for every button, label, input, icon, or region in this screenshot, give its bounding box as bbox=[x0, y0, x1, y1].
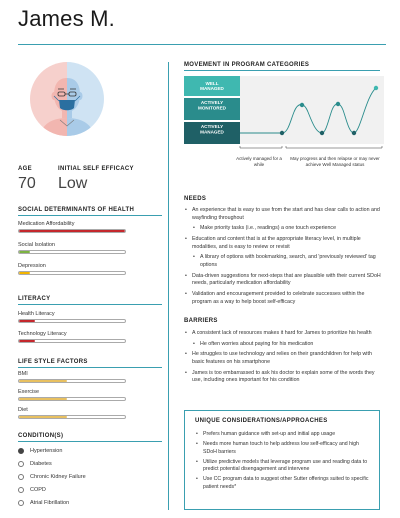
movement-divider bbox=[184, 70, 380, 71]
barrier-item: • He struggles to use technology and relies on their grandchildren for help with basic features on his smartphone bbox=[184, 351, 384, 366]
bar-fill bbox=[19, 251, 30, 253]
chart-plot-area bbox=[240, 76, 384, 144]
needs-item: • Data-driven suggestions for next-steps that are plausible with their current SDoH needs, particularly medication affordability bbox=[184, 273, 384, 288]
self-efficacy-value: Low bbox=[58, 175, 88, 192]
condition-dot-icon bbox=[18, 474, 24, 480]
avatar bbox=[30, 62, 104, 136]
bar-fill bbox=[19, 272, 30, 274]
depression-label: Depression bbox=[18, 263, 46, 269]
trajectory-point bbox=[300, 103, 304, 107]
movement-chart bbox=[184, 74, 384, 154]
unique-considerations-title: UNIQUE CONSIDERATIONS/APPROACHES bbox=[195, 418, 328, 424]
condition-dot-icon bbox=[18, 487, 24, 493]
diet-label: Diet bbox=[18, 407, 28, 413]
lifestyle-title: LIFE STYLE FACTORS bbox=[18, 359, 88, 365]
bar-fill bbox=[19, 320, 35, 322]
barrier-item: • James is too embarrassed to ask his doctor to explain some of the words they use, including ones important for his condition bbox=[184, 370, 384, 385]
barrier-item: • A consistent lack of resources makes it hard for James to prioritize his health bbox=[184, 330, 384, 338]
condition-label: COPD bbox=[30, 487, 46, 493]
literacy-divider bbox=[18, 304, 162, 305]
level-label: WELL MANAGED bbox=[200, 81, 224, 91]
header-divider bbox=[18, 44, 386, 45]
health-literacy-bar bbox=[18, 319, 126, 323]
needs-subitem: • Make priority tasks (i.e., readings) a one touch experience bbox=[184, 225, 384, 233]
level-label: ACTIVELY MANAGED bbox=[200, 124, 224, 135]
note-relapse: May progress and then relapse or may never achieve Well Managed status bbox=[290, 156, 380, 167]
consideration-item: • Prefers human guidance with set-up and initial app usage bbox=[195, 431, 373, 439]
condition-dot-icon bbox=[18, 461, 24, 467]
self-efficacy-label: INITIAL SELF EFFICACY bbox=[58, 166, 134, 172]
age-value: 70 bbox=[18, 175, 36, 192]
barrier-subitem: • He often worries about paying for his medication bbox=[184, 341, 384, 349]
needs-list bbox=[184, 207, 384, 309]
barriers-list bbox=[184, 330, 384, 388]
note-actively-managed: Actively managed for a while bbox=[236, 156, 282, 167]
condition-dot-icon bbox=[18, 500, 24, 506]
bar-fill bbox=[19, 340, 35, 342]
bar-fill bbox=[19, 380, 67, 382]
depression-bar bbox=[18, 271, 126, 275]
trajectory-point bbox=[336, 102, 340, 106]
diet-bar bbox=[18, 415, 126, 419]
trajectory-point bbox=[320, 131, 324, 135]
consideration-item: • Use CC program data to suggest other Sutter offerings suited to specific patient needs* bbox=[195, 476, 373, 491]
technology-literacy-label: Technology Literacy bbox=[18, 331, 67, 337]
trajectory-point bbox=[374, 86, 378, 90]
consideration-item: • Needs more human touch to help address low self-efficacy and high SDoH barriers bbox=[195, 441, 373, 456]
health-literacy-label: Health Literacy bbox=[18, 311, 55, 317]
exercise-label: Exercise bbox=[18, 389, 40, 395]
needs-title: NEEDS bbox=[184, 196, 207, 202]
condition-item bbox=[18, 448, 62, 454]
sdoh-title: SOCIAL DETERMINANTS OF HEALTH bbox=[18, 207, 135, 213]
condition-item bbox=[18, 474, 86, 480]
condition-item bbox=[18, 487, 46, 493]
lifestyle-divider bbox=[18, 367, 162, 368]
unique-considerations-box bbox=[184, 410, 380, 510]
condition-label: Diabetes bbox=[30, 461, 52, 467]
column-divider bbox=[168, 62, 169, 510]
condition-item bbox=[18, 500, 69, 506]
movement-title: MOVEMENT IN PROGRAM CATEGORIES bbox=[184, 62, 310, 68]
bar-fill bbox=[19, 230, 125, 232]
exercise-bar bbox=[18, 397, 126, 401]
trajectory-point bbox=[280, 131, 284, 135]
medication-affordability-label: Medication Affordability bbox=[18, 221, 75, 227]
bar-fill bbox=[19, 398, 67, 400]
age-label: AGE bbox=[18, 166, 32, 172]
needs-item: • Education and content that is at the appropriate literacy level, in multiple modalities, and is easy to review or revisit bbox=[184, 236, 384, 251]
condition-label: Hypertension bbox=[30, 448, 63, 454]
barriers-title: BARRIERS bbox=[184, 318, 218, 324]
condition-dot-icon bbox=[18, 448, 24, 454]
medication-affordability-bar bbox=[18, 229, 126, 233]
condition-item bbox=[18, 461, 52, 467]
persona-portrait-icon bbox=[30, 62, 104, 136]
social-isolation-bar bbox=[18, 250, 126, 254]
level-label: ACTIVELY MONITORED bbox=[198, 100, 226, 111]
conditions-divider bbox=[18, 441, 162, 442]
technology-literacy-bar bbox=[18, 339, 126, 343]
condition-label: Atrial Fibrillation bbox=[30, 500, 70, 506]
bmi-label: BMI bbox=[18, 371, 28, 377]
needs-item: • Validation and encouragement provided to celebrate successes within the program as a way to help boost self-efficacy bbox=[184, 291, 384, 306]
social-isolation-label: Social Isolation bbox=[18, 242, 55, 248]
unique-considerations-list bbox=[195, 431, 373, 494]
condition-label: Chronic Kidney Failure bbox=[30, 474, 86, 480]
literacy-title: LITERACY bbox=[18, 296, 51, 302]
bmi-bar bbox=[18, 379, 126, 383]
persona-name: James M. bbox=[18, 6, 115, 31]
bar-fill bbox=[19, 416, 67, 418]
consideration-item: • Utilize predictive models that leverage program use and reading data to predict potential disengagement and intervene bbox=[195, 459, 373, 474]
conditions-title: CONDITION(S) bbox=[18, 433, 64, 439]
trajectory-point bbox=[352, 131, 356, 135]
needs-item: • An experience that is easy to use from the start and has clear calls to action and wayfinding throughout bbox=[184, 207, 384, 222]
needs-subitem: • A library of options with bookmarking, search, and 'previously reviewed' tag options bbox=[184, 254, 384, 269]
sdoh-divider bbox=[18, 215, 162, 216]
